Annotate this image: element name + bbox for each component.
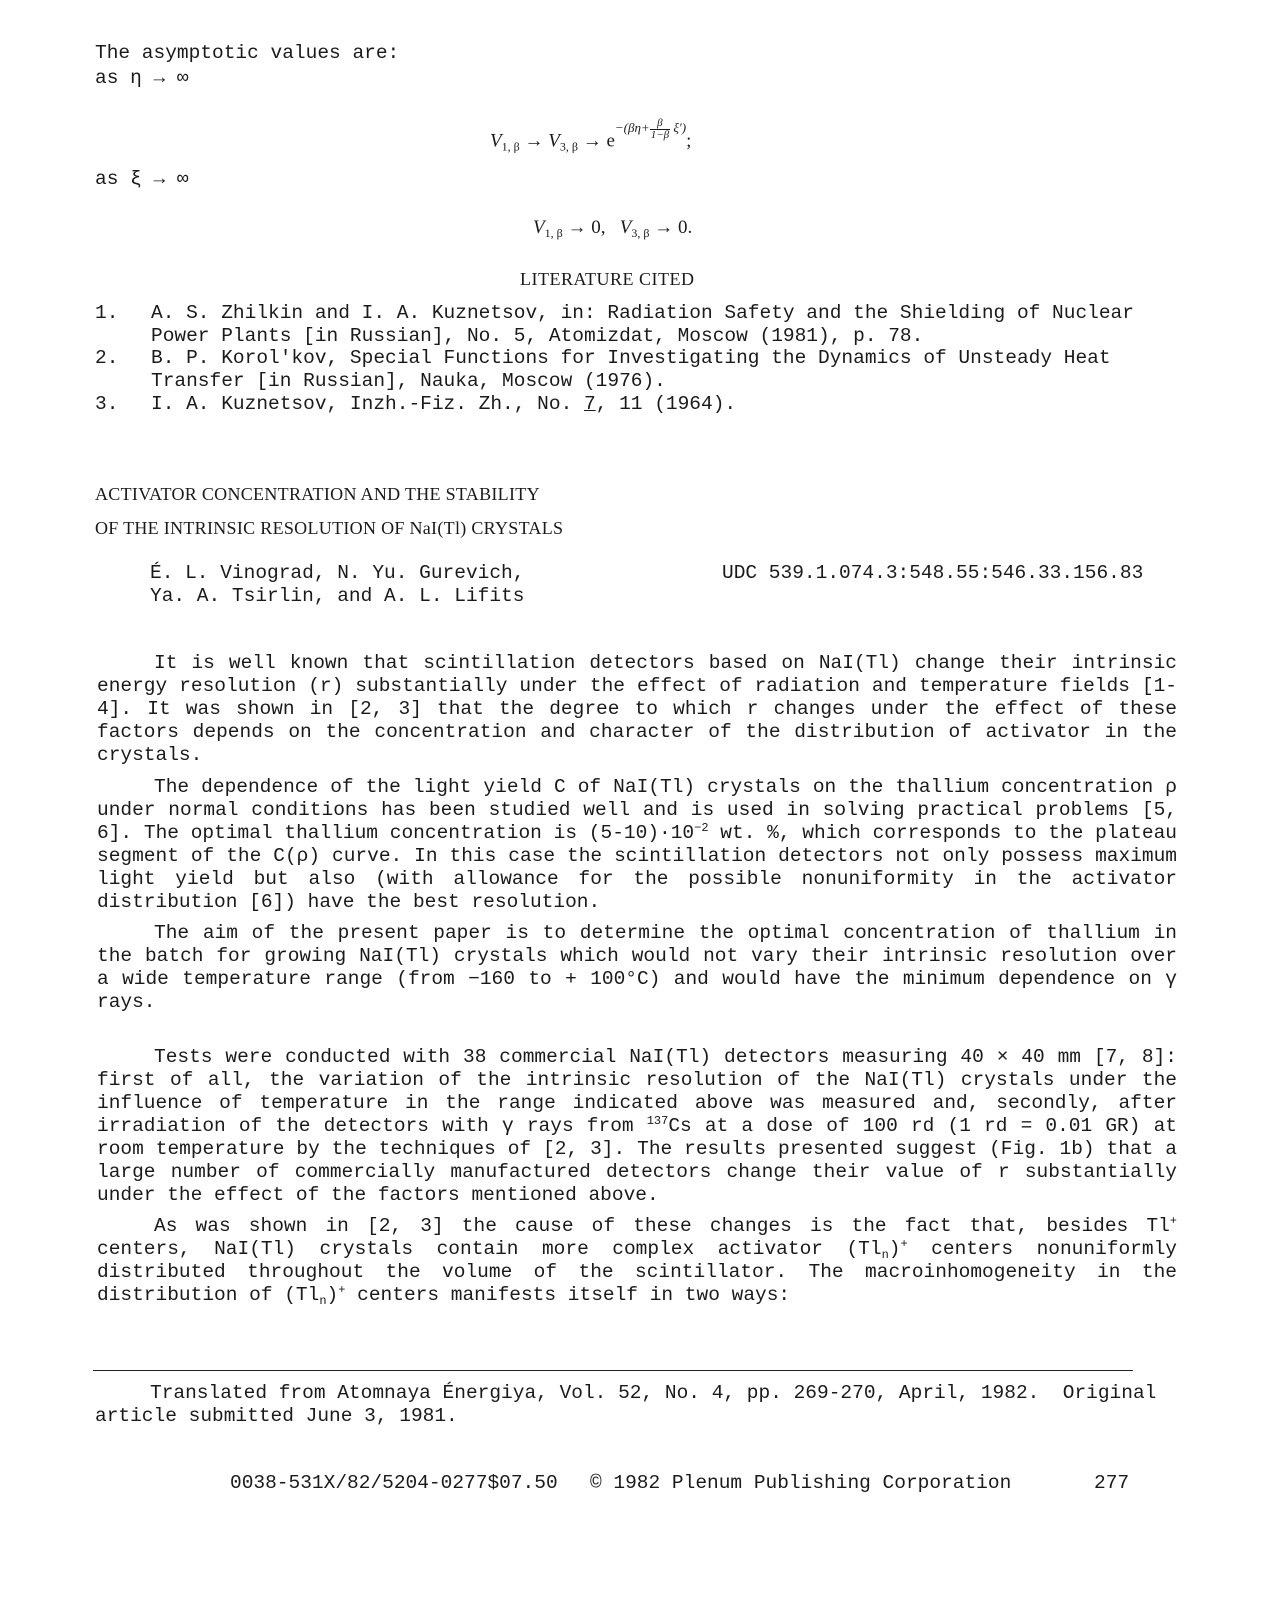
paragraph-4 <box>97 1046 1177 1207</box>
paragraph-5-text: ) <box>326 1284 339 1306</box>
paragraph-4-text: Cs at a dose of 100 rd (1 rd = 0.01 GR) at room temperature by the techniques of [2, 3]. The results presented suggest (Fig. 1b) that a large number of commercially manufactured detectors change their value of r substantially under the effect of the factors mentioned above. <box>97 1115 1177 1206</box>
subscript: n <box>881 1248 889 1262</box>
equation-2: $V_{1, \beta} \to 0$, $V_{3, \beta} \to 0$. <box>533 217 693 240</box>
superscript: + <box>1169 1214 1177 1228</box>
article-title-line1: ACTIVATOR CONCENTRATION AND THE STABILITY <box>95 484 540 504</box>
page-number: 277 <box>1094 1472 1130 1494</box>
reference-text <box>151 393 1171 416</box>
footnote-divider <box>93 1370 1133 1371</box>
paragraph-4-text: Tests were conducted with 38 commercial NaI(Tl) detectors measuring 40 × 40 mm [7, 8]: first of all, the variation of the intrinsic resolution of the NaI(Tl) crystals under the influence of temperature in the range indicated above was measured and, secondly, after irradiation of the detectors with γ rays from <box>97 1046 1177 1137</box>
paragraph-3: The aim of the present paper is to determine the optimal concentration of thallium in the batch for growing NaI(Tl) crystals which would not vary their intrinsic resolution over a wide temperature range (from −160 to + 100°C) and would have the minimum dependence on γ rays. <box>97 922 1177 1013</box>
footnote-line1: Translated from Atomnaya Énergiya, Vol. 52, No. 4, pp. 269-270, April, 1982. Original <box>150 1382 1157 1404</box>
superscript: + <box>900 1237 908 1251</box>
reference-text: Power Plants [in Russian], No. 5, Atomizdat, Moscow (1981), p. 78. <box>151 325 924 347</box>
reference-text-part: I. A. Kuznetsov, Inzh.-Fiz. Zh., No. <box>151 393 584 415</box>
equation-1: $V_{1, \beta} \to V_{3, \beta} \to e^{-(\beta\eta+ \frac{\beta}{1-\beta} \xi')}$; <box>490 117 692 154</box>
paragraph-5-text: centers manifests itself in two ways: <box>345 1284 791 1306</box>
article-title-line2: OF THE INTRINSIC RESOLUTION OF NaI(Tl) CRYSTALS <box>95 518 564 538</box>
footer-code: 0038-531X/82/5204-0277$07.50 <box>230 1472 558 1494</box>
authors-line2: Ya. A. Tsirlin, and A. L. Lifits <box>150 585 525 607</box>
paragraph-2 <box>97 776 1177 914</box>
authors-line1: É. L. Vinograd, N. Yu. Gurevich, <box>150 562 525 584</box>
reference-volume: 7 <box>583 393 596 415</box>
paragraph-5-text: centers, NaI(Tl) crystals contain more complex activator (Tl <box>97 1238 882 1260</box>
superscript: + <box>338 1283 346 1297</box>
as-xi-label: as ξ → ∞ <box>95 168 189 190</box>
reference-text: Transfer [in Russian], Nauka, Moscow (1976). <box>151 370 666 392</box>
paragraph-5-text: As was shown in [2, 3] the cause of these changes is the fact that, besides Tl <box>154 1215 1170 1237</box>
paragraph-5-text: ) <box>888 1238 901 1260</box>
asymptotic-intro: The asymptotic values are: <box>95 42 400 64</box>
udc-code: UDC 539.1.074.3:548.55:546.33.156.83 <box>722 562 1144 584</box>
paragraph-2-text: The dependence of the light yield C of NaI(Tl) crystals on the thallium concentration ρ under normal conditions has been studied well and is used in solving practical problems [5, 6]. The optimal thallium concentration is (5-10)·10 <box>97 776 1177 844</box>
literature-heading: LITERATURE CITED <box>520 269 695 289</box>
paragraph-1: It is well known that scintillation detectors based on NaI(Tl) change their intrinsic energy resolution (r) substantially under the effect of radiation and temperature fields [1-4]. It was shown in [2, 3] that the degree to which r changes under the effect of these factors depends on the concentration and character of the distribution of activator in the crystals. <box>97 652 1177 766</box>
isotope-mass-number: 137 <box>646 1114 669 1128</box>
reference-number: 1. <box>95 302 119 324</box>
footer-copyright: © 1982 Plenum Publishing Corporation <box>590 1472 1012 1494</box>
reference-number: 3. <box>95 393 119 415</box>
as-eta-label: as η → ∞ <box>95 67 189 89</box>
reference-text: B. P. Korol'kov, Special Functions for Investigating the Dynamics of Unsteady Heat <box>151 347 1111 369</box>
reference-text-part: , 11 (1964). <box>595 393 737 415</box>
reference-text: A. S. Zhilkin and I. A. Kuznetsov, in: Radiation Safety and the Shielding of Nuclear <box>151 302 1134 324</box>
paragraph-5 <box>97 1215 1177 1307</box>
reference-number: 2. <box>95 347 119 369</box>
exponent: −2 <box>694 821 709 835</box>
footnote-line2: article submitted June 3, 1981. <box>95 1405 458 1427</box>
subscript: n <box>319 1294 327 1308</box>
paragraph-5-text: centers nonuniformly distributed throughout the volume of the scintillator. The macroinhomogeneity in the distribution of (Tl <box>97 1238 1177 1306</box>
paragraph-2-text: wt. %, which corresponds to the plateau segment of the C(ρ) curve. In this case the scintillation detectors not only possess maximum light yield but also (with allowance for the possible nonuniformity in the activator distribution [6]) have the best resolution. <box>97 822 1177 913</box>
